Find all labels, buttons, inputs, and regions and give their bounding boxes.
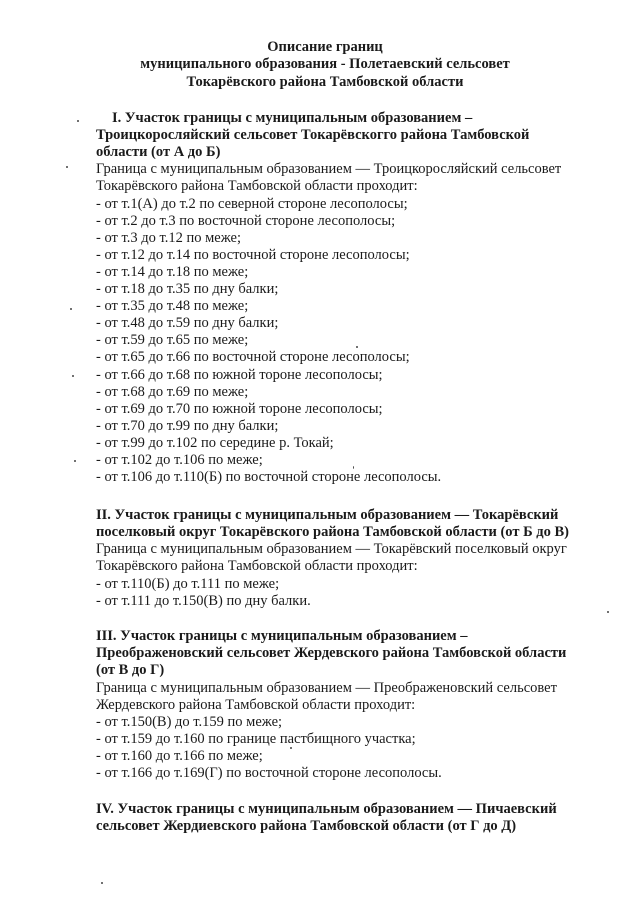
boundary-segment-item: - от т.68 до т.69 по меже;: [96, 384, 249, 400]
boundary-segment-item: - от т.99 до т.102 по середине р. Токай;: [96, 435, 334, 451]
boundary-segment-item: - от т.110(Б) до т.111 по меже;: [96, 576, 280, 592]
section-3-intro: Жердевского района Тамбовской области проходит:: [96, 697, 416, 713]
boundary-segment-item: - от т.2 до т.3 по восточной стороне лесополосы;: [96, 213, 396, 229]
boundary-segment-item: - от т.48 до т.59 по дну балки;: [96, 315, 279, 331]
scan-speck: [70, 308, 72, 310]
boundary-segment-item: - от т.14 до т.18 по меже;: [96, 264, 249, 280]
section-4-heading: IV. Участок границы с муниципальным образованием — Пичаевский: [96, 801, 557, 817]
scan-speck: [356, 346, 358, 348]
scan-speck: [77, 120, 79, 122]
scan-speck: [74, 460, 76, 462]
scan-speck: [66, 166, 68, 168]
section-3-intro: Граница с муниципальным образованием — Преображеновский сельсовет: [96, 680, 557, 696]
section-2-intro: Граница с муниципальным образованием — Токарёвский поселковый округ: [96, 541, 567, 557]
section-2-intro: Токарёвского района Тамбовской области проходит:: [96, 558, 418, 574]
boundary-segment-item: - от т.18 до т.35 по дну балки;: [96, 281, 279, 297]
section-2-heading: поселковый округ Токарёвского района Тамбовской области (от Б до В): [96, 524, 570, 540]
scan-speck: [353, 466, 354, 469]
section-1-intro: Токарёвского района Тамбовской области проходит:: [96, 178, 418, 194]
section-1-heading: Троицкоросляйский сельсовет Токарёвскогго района Тамбовской: [96, 127, 530, 143]
boundary-segment-item: - от т.12 до т.14 по восточной стороне лесополосы;: [96, 247, 410, 263]
section-1-heading: I. Участок границы с муниципальным образованием –: [112, 110, 473, 126]
section-2-heading: II. Участок границы с муниципальным образованием — Токарёвский: [96, 507, 559, 523]
document-title: Описание границ: [267, 39, 383, 55]
boundary-segment-item: - от т.160 до т.166 по меже;: [96, 748, 263, 764]
boundary-segment-item: - от т.66 до т.68 по южной тороне лесополосы;: [96, 367, 383, 383]
section-3-heading: III. Участок границы с муниципальным образованием –: [96, 628, 468, 644]
boundary-segment-item: - от т.111 до т.150(В) по дну балки.: [96, 593, 311, 609]
boundary-segment-item: - от т.1(А) до т.2 по северной стороне лесополосы;: [96, 196, 408, 212]
boundary-segment-item: - от т.65 до т.66 по восточной стороне лесополосы;: [96, 349, 410, 365]
section-1-heading: области (от А до Б): [96, 144, 221, 160]
scan-speck: [290, 747, 292, 749]
boundary-segment-item: - от т.3 до т.12 по меже;: [96, 230, 242, 246]
boundary-segment-item: - от т.69 до т.70 по южной тороне лесополосы;: [96, 401, 383, 417]
section-4-heading: сельсовет Жердиевского района Тамбовской области (от Г до Д): [96, 818, 517, 834]
section-3-heading: (от В до Г): [96, 662, 165, 678]
boundary-segment-item: - от т.166 до т.169(Г) по восточной стороне лесополосы.: [96, 765, 442, 781]
boundary-segment-item: - от т.159 до т.160 по границе пастбищного участка;: [96, 731, 416, 747]
section-3-heading: Преображеновский сельсовет Жердевского района Тамбовской области: [96, 645, 567, 661]
section-1-intro: Граница с муниципальным образованием — Троицкоросляйский сельсовет: [96, 161, 562, 177]
boundary-segment-item: - от т.150(В) до т.159 по меже;: [96, 714, 283, 730]
scan-speck: [101, 882, 103, 884]
boundary-segment-item: - от т.70 до т.99 по дну балки;: [96, 418, 279, 434]
document-subtitle: муниципального образования - Полетаевский сельсовет: [140, 56, 510, 72]
document-subtitle-region: Токарёвского района Тамбовской области: [186, 74, 464, 90]
boundary-segment-item: - от т.102 до т.106 по меже;: [96, 452, 263, 468]
boundary-segment-item: - от т.106 до т.110(Б) по восточной стороне лесополосы.: [96, 469, 442, 485]
scan-speck: [72, 375, 74, 377]
scan-speck: [607, 611, 609, 613]
boundary-segment-item: - от т.35 до т.48 по меже;: [96, 298, 249, 314]
boundary-segment-item: - от т.59 до т.65 по меже;: [96, 332, 249, 348]
